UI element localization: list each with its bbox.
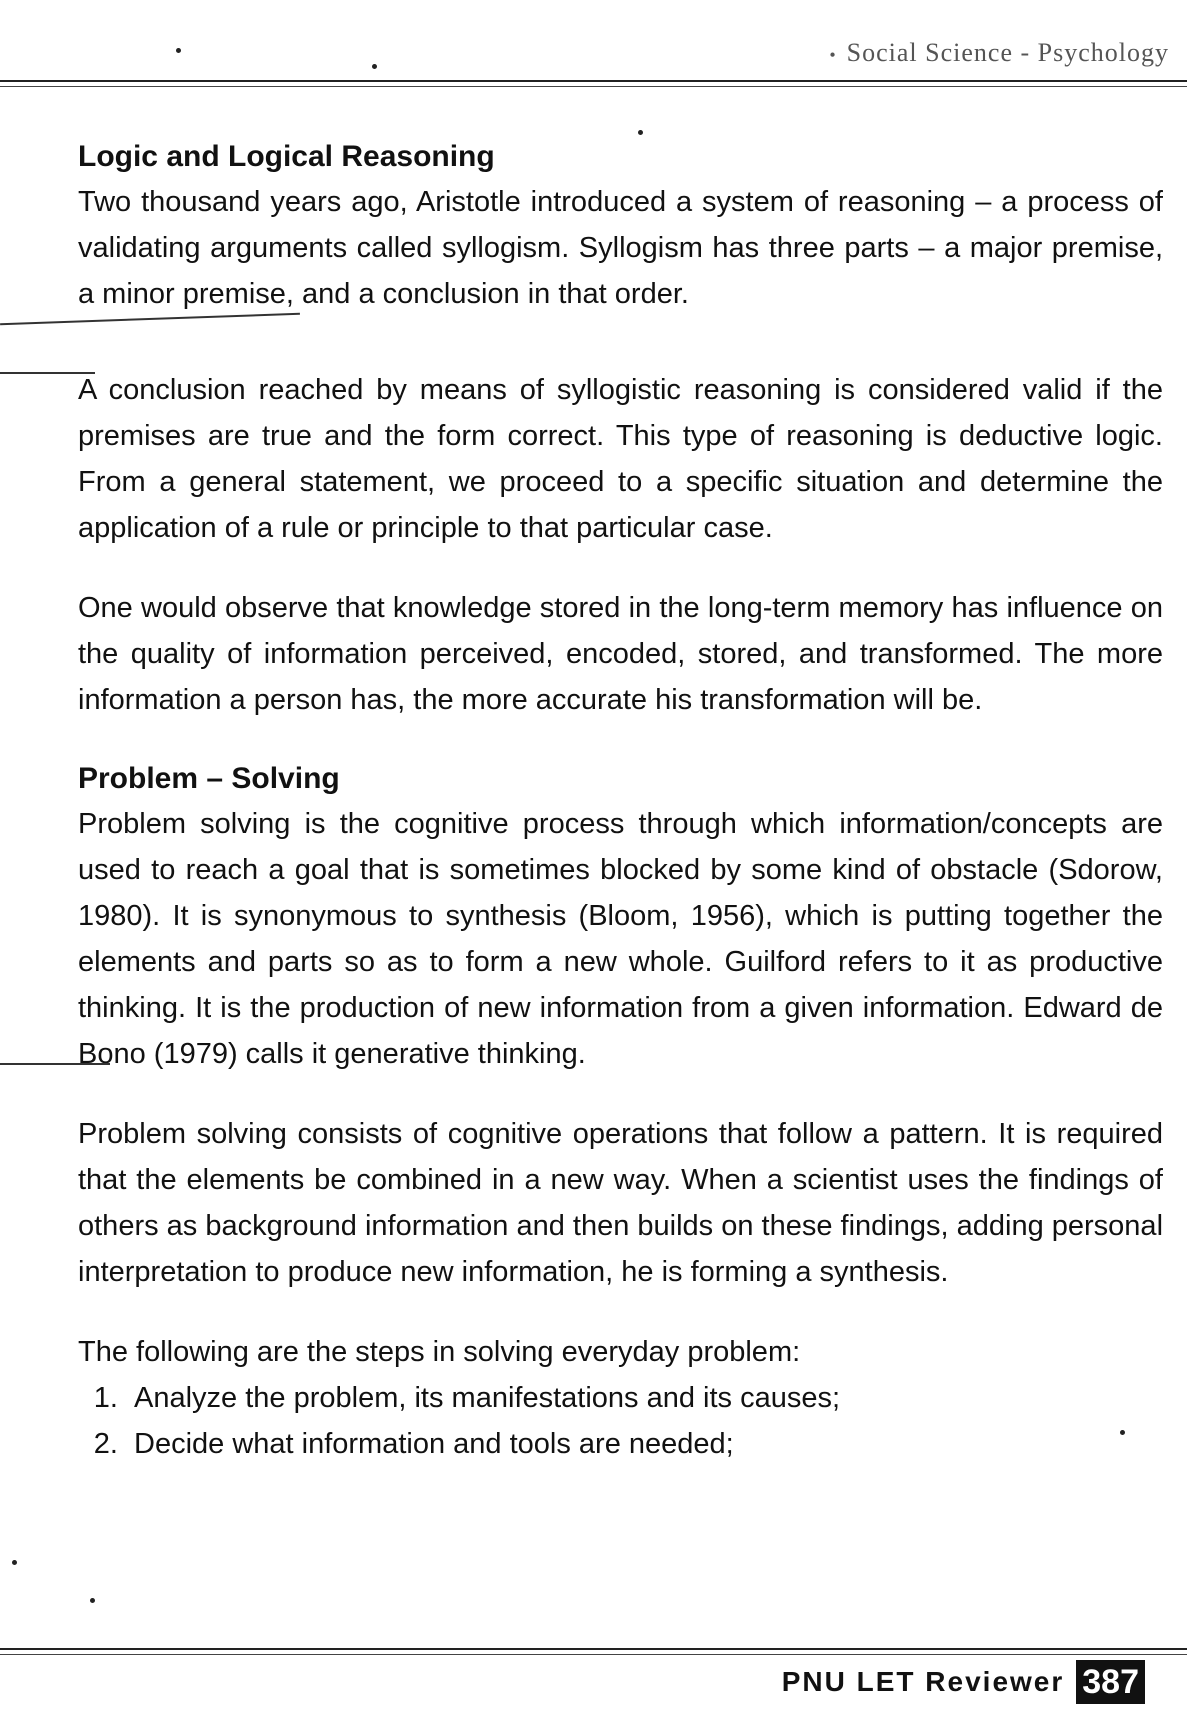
paragraph-problem-solving-definition: Problem solving is the cognitive process through which information/concepts are used to reach a goal that is sometimes blocked by some kind of obstacle (Sdorow, 1980). It is synonymous to synthesis (Bloom, 1956), which is putting together the elements and parts so as to form a new whole. Guilford refers to it as productive thinking. It is the production of new information from a given information. Edward de Bono (1979) calls it generative thinking. (78, 808, 1163, 1070)
header-rule (0, 80, 1187, 82)
running-head-text: Social Science - Psychology (846, 38, 1169, 67)
pen-mark (0, 372, 95, 374)
scan-speck (372, 64, 377, 69)
pen-mark (0, 1063, 110, 1065)
scan-speck (90, 1598, 95, 1603)
footer-label: PNU LET Reviewer (781, 1666, 1065, 1697)
steps-intro: The following are the steps in solving everyday problem: (78, 1336, 801, 1368)
scan-speck (176, 48, 181, 53)
header-rule-thin (0, 86, 1187, 87)
section-title-problem-solving: Problem – Solving (78, 762, 340, 795)
paragraph-long-term-memory: One would observe that knowledge stored in the long-term memory has influence on the quality of information perceived, encoded, stored, and transformed. The more information a person has, the more accurate his transformation will be. (78, 592, 1163, 716)
list-item: 1. Analyze the problem, its manifestations and its causes; (126, 1375, 1163, 1421)
page-footer (782, 1660, 1145, 1704)
scan-speck (12, 1560, 17, 1565)
footer-rule-thin (0, 1654, 1187, 1655)
paragraph-aristotle: Two thousand years ago, Aristotle introduced a system of reasoning – a process of validating arguments called syllogism. Syllogism has three parts – a major premise, a minor premise, and a conclusion in that order. (78, 186, 1163, 310)
paragraph-syllogistic-conclusion: A conclusion reached by means of syllogistic reasoning is considered valid if the premises are true and the form correct. This type of reasoning is deductive logic. From a general statement, we proceed to a specific situation and determine the application of a rule or principle to that particular case. (78, 374, 1163, 544)
bullet-icon: • (829, 44, 837, 65)
paragraph-synthesis: Problem solving consists of cognitive operations that follow a pattern. It is required that the elements be combined in a new way. When a scientist uses the findings of others as background information and then builds on these findings, adding personal interpretation to produce new information, he is forming a synthesis. (78, 1118, 1164, 1288)
list-item: 2. Decide what information and tools are needed; (126, 1421, 1163, 1467)
scan-speck (638, 130, 643, 135)
running-head (829, 38, 1169, 68)
page-content (78, 135, 1163, 1467)
section-title-logic: Logic and Logical Reasoning (78, 140, 495, 173)
scan-speck (1120, 1430, 1125, 1435)
page-number: 387 (1076, 1660, 1145, 1704)
steps-list (78, 1375, 1163, 1467)
footer-rule (0, 1648, 1187, 1650)
